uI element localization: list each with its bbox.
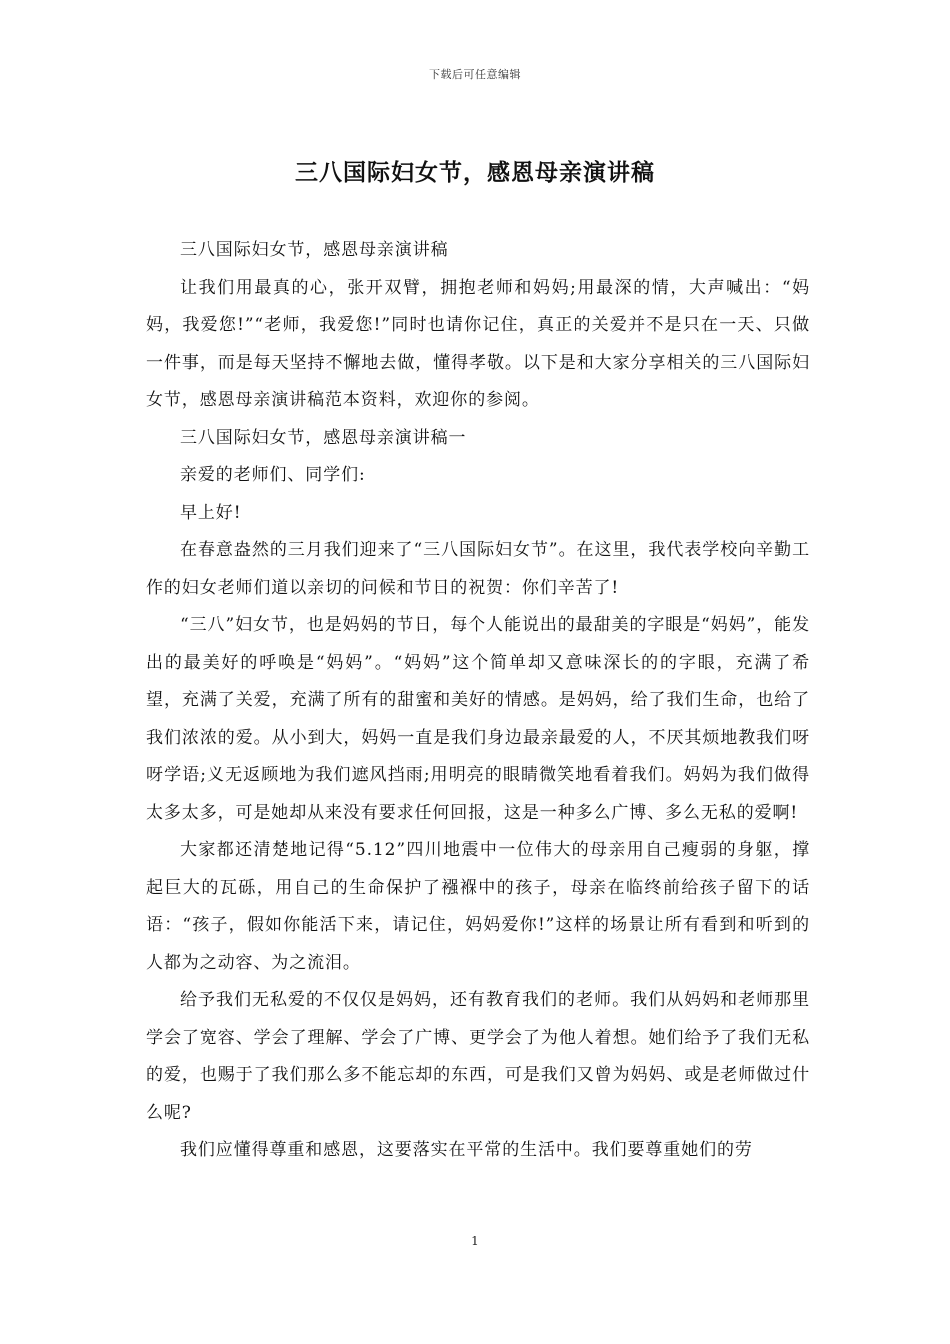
document-body [146, 232, 810, 1170]
paragraph: 亲爱的老师们、同学们: [180, 465, 366, 485]
paragraph: 三八国际妇女节，感恩母亲演讲稿 [180, 240, 449, 260]
paragraph: 让我们用最真的心，张开双臂，拥抱老师和妈妈;用最深的情，大声喊出：“妈妈，我爱您!”“老师，我爱您!”同时也请你记住，真正的关爱并不是只在一天、只做一件事，而是每天坚持不懈地去做，懂得孝敬。以下是和大家分享相关的三八国际妇女节，感恩母亲演讲稿范本资料，欢迎你的参阅。 [146, 277, 810, 410]
paragraph: 在春意盎然的三月我们迎来了“三八国际妇女节”。在这里，我代表学校向辛勤工作的妇女老师们道以亲切的问候和节日的祝贺：你们辛苦了! [146, 540, 810, 598]
paragraph: 给予我们无私爱的不仅仅是妈妈，还有教育我们的老师。我们从妈妈和老师那里学会了宽容、学会了理解、学会了广博、更学会了为他人着想。她们给予了我们无私的爱，也赐于了我们那么多不能忘却的东西，可是我们又曾为妈妈、或是老师做过什么呢? [146, 990, 810, 1123]
document-title: 三八国际妇女节，感恩母亲演讲稿 [295, 159, 655, 186]
paragraph: 早上好! [180, 502, 242, 523]
page-header: 下载后可任意编辑 [429, 68, 521, 81]
paragraph: 三八国际妇女节，感恩母亲演讲稿一 [180, 427, 467, 448]
page-number: 1 [471, 1234, 479, 1248]
paragraph: “三八”妇女节，也是妈妈的节日，每个人能说出的最甜美的字眼是“妈妈”，能发出的最美好的呼唤是“妈妈”。“妈妈”这个简单却又意味深长的的字眼，充满了希望，充满了关爱，充满了所有的甜蜜和美好的情感。是妈妈，给了我们生命，也给了我们浓浓的爱。从小到大，妈妈一直是我们身边最亲最爱的人，不厌其烦地教我们呀呀学语;义无返顾地为我们遮风挡雨;用明亮的眼睛微笑地看着我们。妈妈为我们做得太多太多，可是她却从来没有要求任何回报，这是一种多么广博、多么无私的爱啊! [146, 615, 810, 823]
paragraph: 我们应懂得尊重和感恩，这要落实在平常的生活中。我们要尊重她们的劳 [180, 1140, 753, 1160]
paragraph: 大家都还清楚地记得“5.12”四川地震中一位伟大的母亲用自己瘦弱的身躯，撑起巨大的瓦砾，用自己的生命保护了襁褓中的孩子，母亲在临终前给孩子留下的话语：“孩子，假如你能活下来，请记住，妈妈爱你!”这样的场景让所有看到和听到的人都为之动容、为之流泪。 [146, 840, 810, 973]
